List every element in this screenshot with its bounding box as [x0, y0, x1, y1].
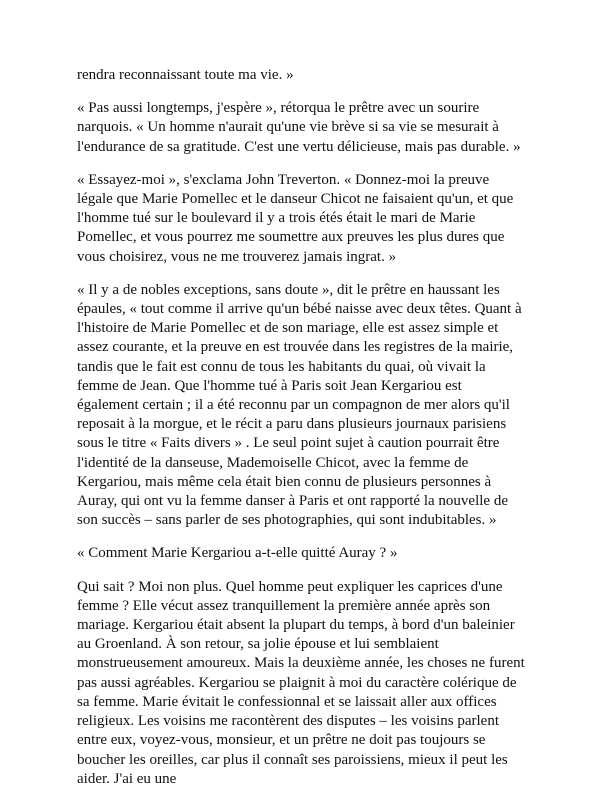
paragraph-5: « Comment Marie Kergariou a-t-elle quitté Auray ? » [77, 545, 398, 562]
document-page [77, 66, 527, 789]
paragraph-1: rendra reconnaissant toute ma vie. » [77, 67, 294, 83]
paragraph-2: « Pas aussi longtemps, j'espère », rétorqua le prêtre avec un sourire narquois. « Un homme n'aurait qu'une vie brève si sa vie se mesurait à l'endurance de sa gratitude. C'est une vertu délicieuse, mais pas durable. » [77, 100, 521, 155]
paragraph-4: « Il y a de nobles exceptions, sans doute », dit le prêtre en haussant les épaules, « tout comme il arrive qu'un bébé naisse avec deux têtes. Quant à l'histoire de Marie Pomellec et de son mariage, elle est assez simple et assez courante, et la preuve en est trouvée dans les registres de la mairie, tandis que le fait est connu de tous les habitants du quai, où vivait la femme de Jean. Que l'homme tué à Paris soit Jean Kergariou est également certain ; il a été reconnu par un compagnon de mer alors qu'il reposait à la morgue, et le récit a paru dans plusieurs journaux parisiens sous le titre « Faits divers » . Le seul point sujet à caution pourrait être l'identité de la danseuse, Mademoiselle Chicot, avec la femme de Kergariou, mais même cela était bien connu de plusieurs personnes à Auray, qui ont vu la femme danser à Paris et ont rapporté la nouvelle de son succès – sans parler de ses photographies, qui sont indubitables. » [77, 281, 522, 529]
paragraph-6: Qui sait ? Moi non plus. Quel homme peut expliquer les caprices d'une femme ? Elle vécut assez tranquillement la première année après son mariage. Kergariou était absent la plupart du temps, à bord d'un baleinier au Groenland. À son retour, sa jolie épouse et lui semblaient monstrueusement amoureux. Mais la deuxième année, les choses ne furent pas aussi agréables. Kergariou se plaignit à moi du caractère colérique de sa femme. Marie évitait le confessionnal et se laissait aller aux offices religieux. Les voisins me racontèrent des disputes – les voisins parlent entre eux, voyez-vous, monsieur, et un prêtre ne doit pas toujours se boucher les oreilles, car plus il connaît ses paroissiens, mieux il peut les aider. J'ai eu une [77, 578, 525, 787]
paragraph-3: « Essayez-moi », s'exclama John Treverton. « Donnez-moi la preuve légale que Marie Pomellec et le danseur Chicot ne faisaient qu'un, et que l'homme tué sur le boulevard il y a trois étés était le mari de Marie Pomellec, et vous pourrez me soumettre aux preuves les plus dures que vous choisirez, vous ne me trouverez jamais ingrat. » [77, 171, 514, 265]
